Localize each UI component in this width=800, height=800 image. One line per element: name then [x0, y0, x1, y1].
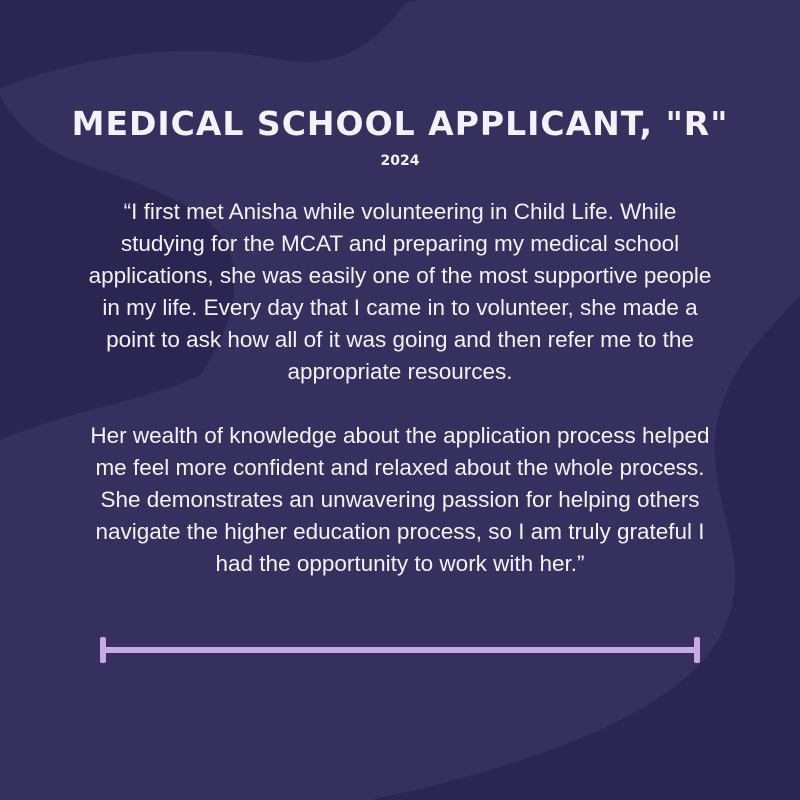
- testimonial-quote: [80, 196, 720, 580]
- testimonial-title: MEDICAL SCHOOL APPLICANT, "R": [71, 104, 729, 143]
- quote-paragraph: Her wealth of knowledge about the application process helped me feel more confident and relaxed about the whole process. She demonstrates an unwavering passion for helping others navigate the higher education process, so I am truly grateful I had the opportunity to work with her.”: [90, 423, 710, 576]
- quote-paragraph: “I first met Anisha while volunteering in Child Life. While studying for the MCAT and preparing my medical school applications, she was easily one of the most supportive people in my life. Every day that I came in to volunteer, she made a point to ask how all of it was going and then refer me to the appropriate resources.: [88, 199, 712, 384]
- divider-line: [98, 637, 702, 663]
- testimonial-year: 2024: [380, 153, 420, 169]
